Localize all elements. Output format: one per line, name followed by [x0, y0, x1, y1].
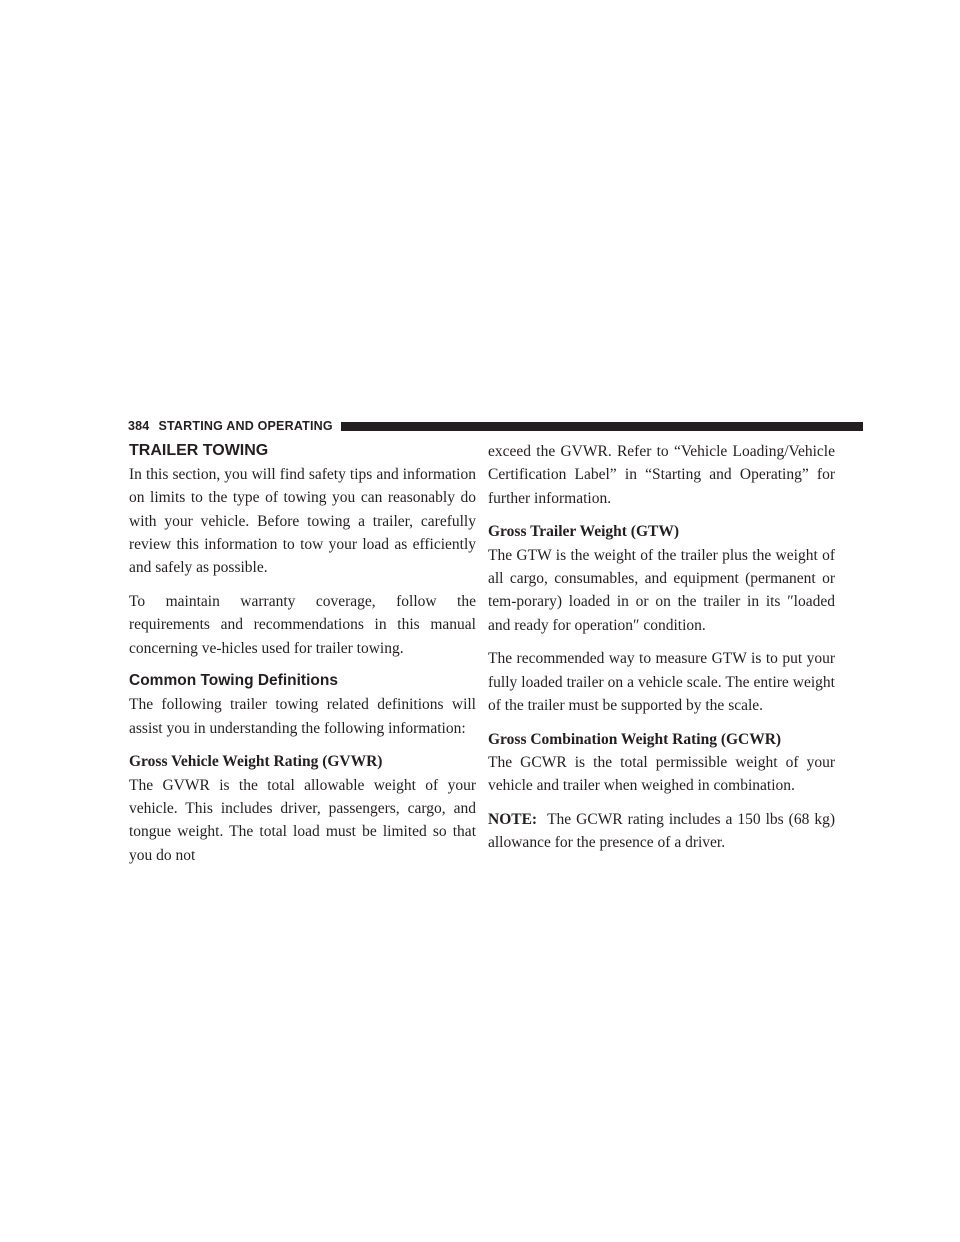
note-paragraph: [488, 808, 835, 855]
left-column: [129, 440, 476, 867]
note-label: NOTE:: [488, 811, 538, 829]
intro-paragraph: In this section, you will find safety tips and information on limits to the type of towing you can reasonably do with your vehicle. Before towing a trailer, carefully review this information to tow your load as efficiently and safely as possible.: [129, 466, 476, 577]
definitions-intro: The following trailer towing related definitions will assist you in understanding the following information:: [129, 696, 476, 737]
gvwr-definition-continued: exceed the GVWR. Refer to “Vehicle Loading/Vehicle Certification Label” in “Starting and Operating” for further information.: [488, 443, 835, 507]
page-header: [128, 418, 863, 434]
gtw-term: Gross Trailer Weight (GTW): [488, 523, 680, 541]
right-column: [488, 440, 835, 855]
gtw-definition: The GTW is the weight of the trailer plus the weight of all cargo, consumables, and equipment (permanent or tem-porary) loaded in or on the trailer in its ″loaded and ready for operation″ condition.: [488, 546, 835, 634]
header-rule: [341, 422, 863, 431]
note-text: The GCWR rating includes a 150 lbs (68 kg) allowance for the presence of a driver.: [488, 811, 835, 852]
warranty-paragraph: To maintain warranty coverage, follow the requirements and recommendations in this manual concerning ve-hicles used for trailer towing.: [129, 592, 476, 657]
section-title: STARTING AND OPERATING: [158, 419, 333, 433]
gvwr-term: Gross Vehicle Weight Rating (GVWR): [129, 753, 383, 771]
definitions-subheading: Common Towing Definitions: [129, 672, 338, 690]
page-number: 384: [128, 419, 150, 433]
gtw-measure-paragraph: The recommended way to measure GTW is to put your fully loaded trailer on a vehicle scale. The entire weight of the trailer must be supported by the scale.: [488, 650, 835, 714]
gcwr-definition: The GCWR is the total permissible weight of your vehicle and trailer when weighed in combination.: [488, 754, 835, 795]
trailer-towing-heading: TRAILER TOWING: [129, 442, 269, 459]
gcwr-term: Gross Combination Weight Rating (GCWR): [488, 730, 782, 748]
gvwr-definition: The GVWR is the total allowable weight of your vehicle. This includes driver, passengers, cargo, and tongue weight. The total load must be limited so that you do not: [129, 776, 476, 864]
